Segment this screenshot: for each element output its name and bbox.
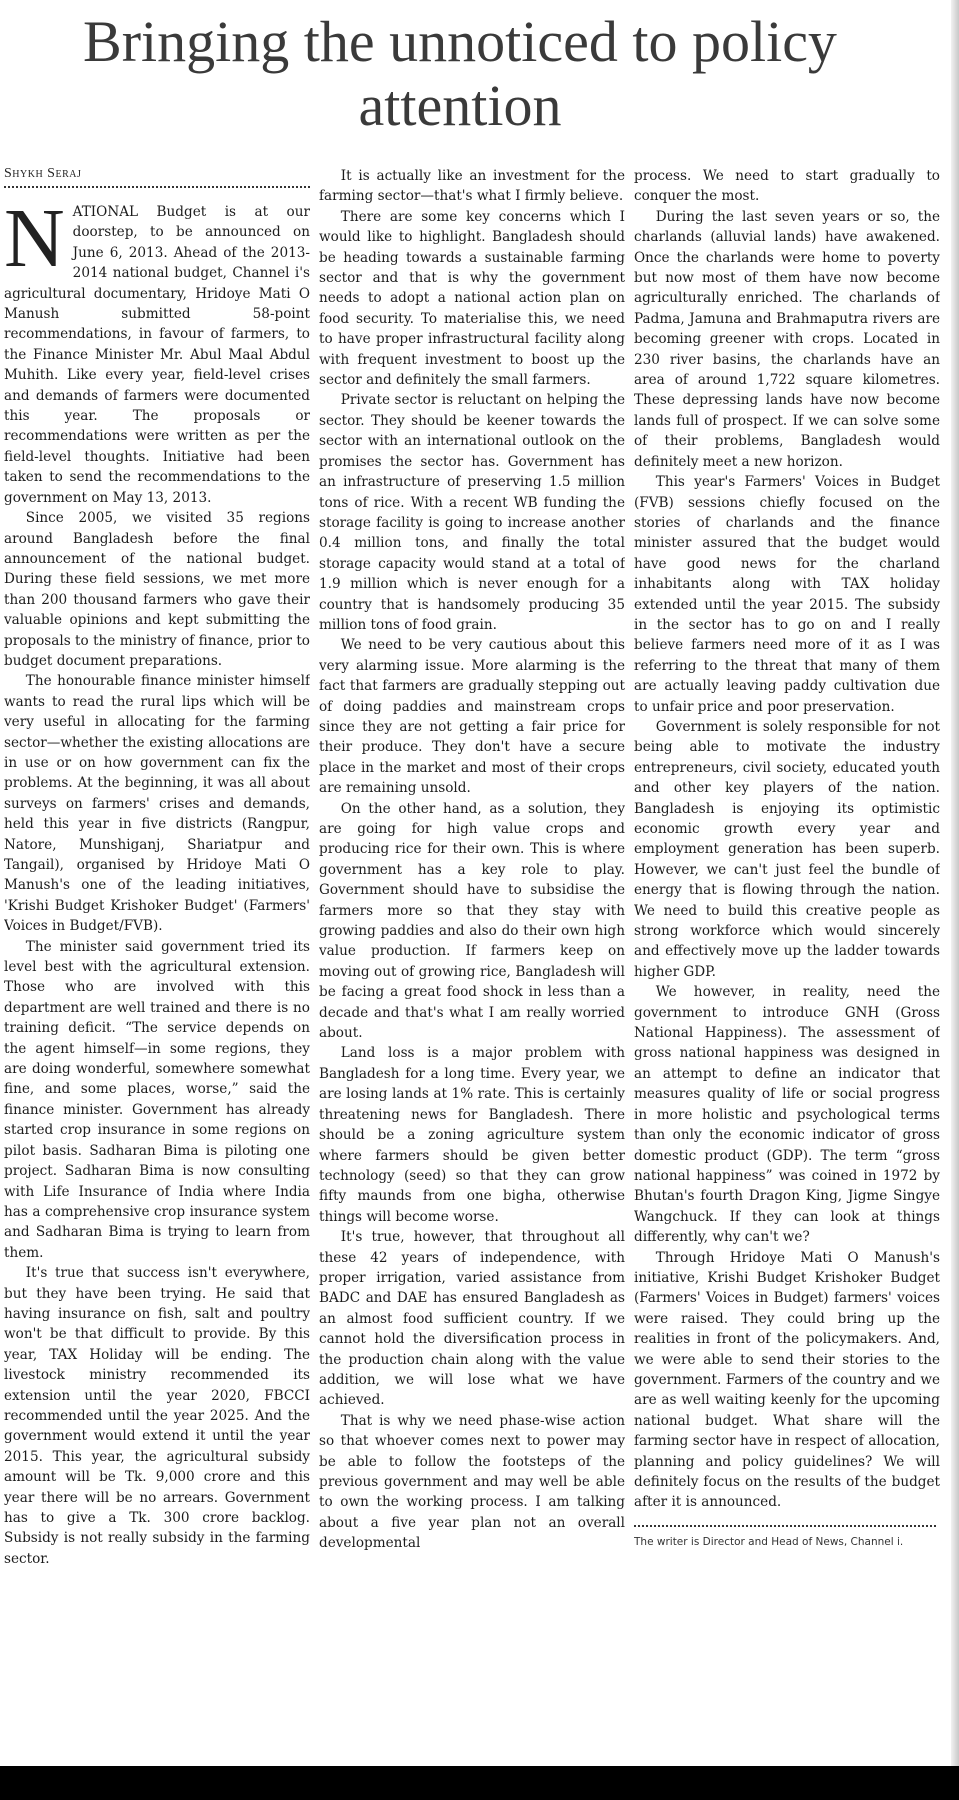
paragraph: That is why we need phase-wise action so that whoever comes next to power may be able to follow the footsteps of the previous government and may well be able to own the working process. I am talking about a five year plan not an overall developmental	[319, 1412, 625, 1552]
lead-paragraph	[4, 192, 310, 508]
paragraph: There are some key concerns which I would like to highlight. Bangladesh should be heading towards a sustainable farming sector and that is why the government needs to adopt a national action plan on food security. To materialise this, we need to have proper infrastructural facility along with frequent investment to boost up the sector and definitely the small farmers.	[319, 208, 625, 389]
paragraph: It is actually like an investment for the farming sector—that's what I firmly believe.	[319, 168, 625, 205]
paragraph: It's true that success isn't everywhere, but they have been trying. He said that having insurance on fish, salt and poultry won't be that difficult to provide. By this year, TAX Holiday will be ending. The livestock ministry recommended its extension until the year 2020, FBCCI recommended until the year 2025. And the government would extend it until the year 2015. This year, the agricultural subsidy amount will be Tk. 9,000 crore and this year there will be no arrears. Government has to give a Tk. 300 crore backlog. Subsidy is not really subsidy in the farming sector.	[4, 1265, 310, 1567]
paragraph: It's true, however, that throughout all these 42 years of independence, with proper irrigation, varied assistance from BADC and DAE has ensured Bangladesh as an almost food sufficient country. If we cannot hold the diversification process in the production chain along with the value addition, we will lose what we have achieved.	[319, 1229, 625, 1409]
drop-cap: N	[4, 192, 65, 285]
paragraph: On the other hand, as a solution, they are going for high value crops and producing rice for their own. This is where government has a key role to play. Government should have to subsidise the farmers more so that they stay with growing paddies and also do their own high value production. If farmers keep on moving out of growing rice, Bangladesh will be facing a great food shock in less than a decade and that's what I am really worried about.	[319, 800, 625, 1042]
column-3	[634, 166, 940, 1766]
paragraph: The minister said government tried its level best with the agricultural extension. Those who are involved with this department are well trained and there is no training deficit. “The service depends on the agent himself—in some regions, they are doing wonderful, somewhere somewhat fine, and some places, worse,” said the finance minister. Government has already started crop insurance in some regions on pilot basis. Sadharan Bima is piloting one project. Sadharan Bima is now consulting with Life Insurance of India where India has a comprehensive crop insurance system and Sadharan Bima is trying to learn from them.	[4, 938, 310, 1261]
scan-border	[0, 1766, 959, 1800]
column-1	[4, 166, 310, 1766]
paragraph: This year's Farmers' Voices in Budget (FVB) sessions chiefly focused on the stories of charlands and the finance minister assured that the budget would have good news for the charland inhabitants along with TAX holiday extended until the year 2015. The subsidy in the sector has to go on and I really believe farmers need more of it as I was referring to the threat that many of them are actually leaving paddy cultivation due to unfair price and poor preservation.	[634, 474, 940, 715]
paragraph: Private sector is reluctant on helping the sector. They should be keener towards the sector with an international outlook on the promises the sector has. Government has an infrastructure of preserving 1.5 million tons of rice. With a recent WB funding the storage facility is going to increase another 0.4 million tons, and finally the total storage capacity would stand at a total of 1.9 million which is never enough for a country that is handsomely producing 35 million tons of food grain.	[319, 392, 625, 633]
paragraph: We however, in reality, need the government to introduce GNH (Gross National Happiness). The assessment of gross national happiness was designed in an attempt to define an indicator that measures quality of life or social progress in more holistic and psychological terms than only the economic indicator of gross domestic product (GDP). The term “gross national happiness” was coined in 1972 by Bhutan's fourth Dragon King, Jigme Singye Wangchuck. If they can look at things differently, why can't we?	[634, 984, 940, 1246]
lead-text: ATIONAL Budget is at our doorstep, to be announced on June 6, 2013. Ahead of the 2013-2014 national budget, Channel i's agricultural documentary, Hridoye Mati O Manush submitted 58-point recommendations, in favour of farmers, to the Finance Minister Mr. Abul Maal Abdul Muhith. Like every year, field-level crises and demands of farmers were documented this year. The proposals or recommendations were written as per the field-level thoughts. Initiative had been taken to send the recommendations to the government on May 13, 2013.	[4, 204, 310, 506]
paragraph: During the last seven years or so, the charlands (alluvial lands) have awakened. Once the charlands were home to poverty but now most of them have now become agriculturally enriched. The charlands of Padma, Jamuna and Brahmaputra rivers are becoming greener with crops. Located in 230 river basins, the charlands have an area of around 1,722 square kilometres. These depressing lands have now become lands full of prospect. If we can solve some of their problems, Bangladesh would definitely meet a new horizon.	[634, 208, 940, 470]
paragraph: The honourable finance minister himself wants to read the rural lips which will be very useful in allocating for the farming sector—whether the existing allocations are in use or on how government can fix the problems. At the beginning, it was all about surveys on farmers' crises and demands, held this year in five districts (Rangpur, Natore, Munshiganj, Shariatpur and Tangail), organised by Hridoye Mati O Manush's one of the leading initiatives, 'Krishi Budget Krishoker Budget' (Farmers' Voices in Budget/FVB).	[4, 673, 310, 935]
paragraph: Through Hridoye Mati O Manush's initiative, Krishi Budget Krishoker Budget (Farmers' Voices in Budget) farmers' voices were raised. They could bring up the realities in front of the policymakers. And, we were able to send their stories to the government. Farmers of the country and we are as well waiting keenly for the upcoming national budget. What share will the farming sector have in respect of allocation, planning and policy guidelines? We will definitely focus on the results of the budget after it is announced.	[634, 1249, 940, 1511]
page-edge-shadow	[951, 0, 959, 1766]
paragraph: Since 2005, we visited 35 regions around Bangladesh before the final announcement of the national budget. During these field sessions, we met more than 200 thousand farmers who gave their valuable opinions and kept submitting the proposals to the ministry of finance, prior to budget document preparations.	[4, 510, 310, 669]
paragraph: Land loss is a major problem with Bangladesh for a long time. Every year, we are losing lands at 1% rate. This is certainly threatening news for Bangladesh. There should be a zoning agriculture system where farmers should be given better technology (seed) so that they can grow fifty maunds from one bigha, otherwise things will become worse.	[319, 1045, 625, 1225]
byline-divider	[4, 186, 310, 188]
column-2	[319, 166, 625, 1766]
headline: Bringing the unnoticed to policy attention	[83, 9, 837, 138]
byline: Shykh Seraj	[4, 166, 82, 181]
author-credit: The writer is Director and Head of News, Channel i.	[634, 1535, 904, 1548]
paragraph: Government is solely responsible for not being able to motivate the industry entrepreneurs, civil society, educated youth and other key players of the nation. Bangladesh is enjoying its optimistic economic growth every year and employment generation has been superb. However, we can't just feel the bundle of energy that is flowing through the nation. We need to build this creative people as strong workforce which would sincerely and effectively move up the ladder towards higher GDP.	[634, 718, 940, 980]
end-divider	[634, 1525, 936, 1527]
paragraph: We need to be very cautious about this very alarming issue. More alarming is the fact that farmers are gradually stepping out of doing paddies and mainstream crops since they are not getting a fair price for their produce. They don't have a secure place in the market and most of their crops are remaining unsold.	[319, 637, 625, 797]
paragraph: process. We need to start gradually to conquer the most.	[634, 168, 940, 205]
